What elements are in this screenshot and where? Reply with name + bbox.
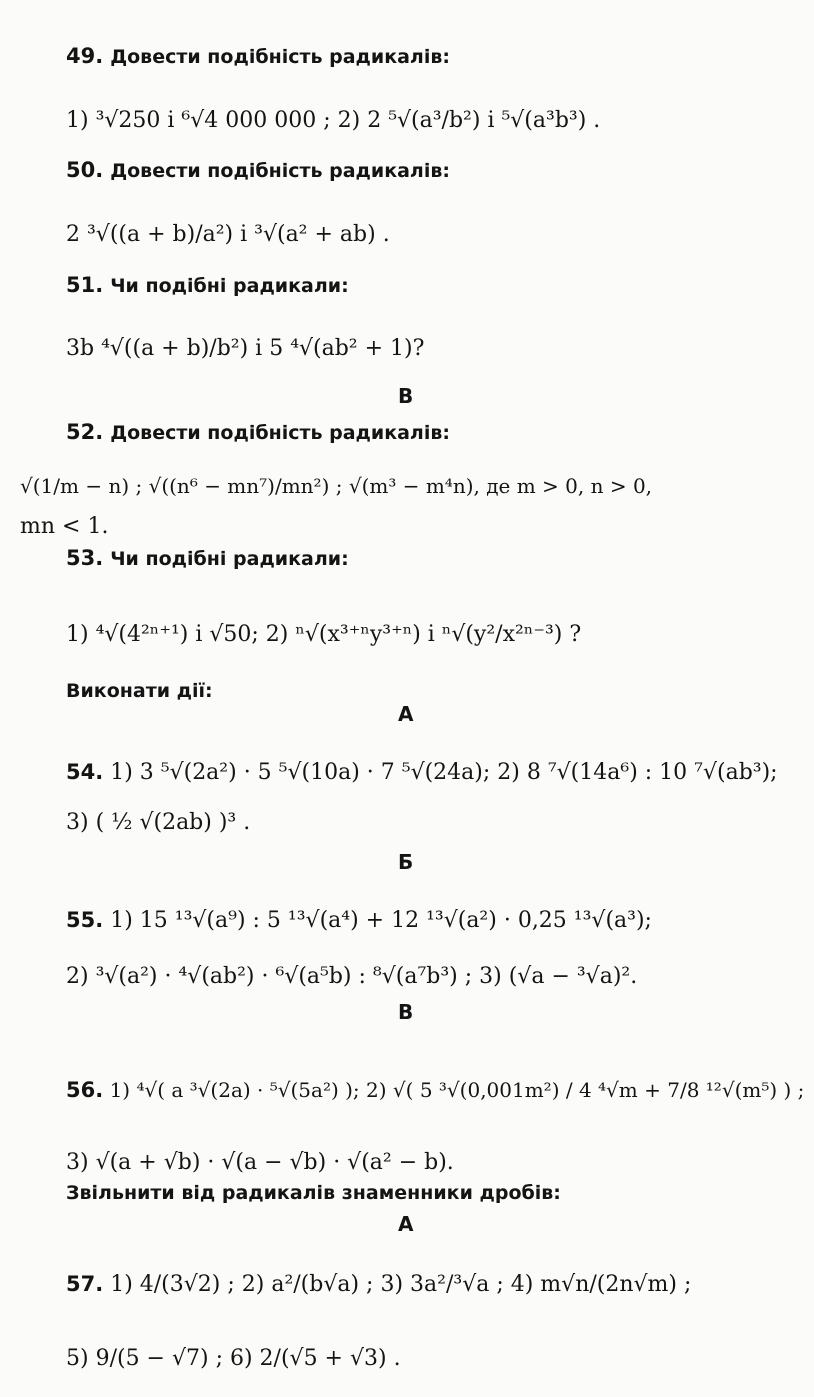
problem-54-line-1: [66, 760, 778, 785]
problem-57-content-2: 5) 9/(5 − √7) ; 6) 2/(√5 + √3) .: [66, 1346, 401, 1371]
problem-52-heading-line: [66, 420, 450, 445]
problem-number: 57.: [66, 1272, 104, 1296]
problem-number: 53.: [66, 546, 104, 570]
problem-heading: Чи подібні радикали:: [110, 275, 349, 297]
problem-49-heading-line: [66, 44, 450, 69]
problem-heading: Довести подібність радикалів:: [110, 422, 450, 444]
problem-55-content: 1) 15 ¹³√(a⁹) : 5 ¹³√(a⁴) + 12 ¹³√(a²) · 0,25 ¹³√(a³);: [110, 908, 652, 933]
problem-55-content-2: 2) ³√(a²) · ⁴√(ab²) · ⁶√(a⁵b) : ⁸√(a⁷b³) ; 3) (√a − ³√a)².: [66, 964, 638, 989]
section-letter-a-2: А: [398, 1212, 414, 1236]
section-letter-v: В: [398, 384, 414, 408]
problem-54-content-2: 3) ( ½ √(2ab) )³ .: [66, 810, 251, 835]
problem-51-heading-line: [66, 273, 349, 298]
problem-49-content: 1) ³√250 і ⁶√4 000 000 ; 2) 2 ⁵√(a³/b²) і ⁵√(a³b³) .: [66, 108, 601, 133]
section-letter-v-2: В: [398, 1000, 414, 1024]
problem-heading: Довести подібність радикалів:: [110, 160, 450, 182]
problem-number: 55.: [66, 908, 104, 932]
problem-54-content: 1) 3 ⁵√(2a²) · 5 ⁵√(10a) · 7 ⁵√(24a); 2) 8 ⁷√(14a⁶) : 10 ⁷√(ab³);: [110, 760, 778, 785]
problem-number: 56.: [66, 1078, 104, 1102]
problem-57-line-1: [66, 1272, 691, 1297]
problem-53-content: 1) ⁴√(4²ⁿ⁺¹) і √50; 2) ⁿ√(x³⁺ⁿy³⁺ⁿ) і ⁿ√(y²/x²ⁿ⁻³) ?: [66, 622, 582, 647]
section-letter-a: А: [398, 702, 414, 726]
problem-55-line-1: [66, 908, 652, 933]
rationalize-heading: Звільнити від радикалів знаменники дробів:: [66, 1182, 561, 1204]
problem-53-heading-line: [66, 546, 349, 571]
problem-56-line-1: [66, 1078, 804, 1102]
problem-number: 49.: [66, 44, 104, 68]
perform-operations-heading: Виконати дії:: [66, 680, 213, 702]
section-letter-b: Б: [398, 850, 414, 874]
problem-number: 54.: [66, 760, 104, 784]
problem-56-content-2: 3) √(a + √b) · √(a − √b) · √(a² − b).: [66, 1150, 454, 1175]
problem-51-content: 3b ⁴√((a + b)/b²) і 5 ⁴√(ab² + 1)?: [66, 336, 425, 361]
problem-52-content-cont: mn < 1.: [20, 514, 109, 539]
problem-57-content: 1) 4/(3√2) ; 2) a²/(b√a) ; 3) 3a²/³√a ; 4) m√n/(2n√m) ;: [110, 1272, 692, 1297]
problem-number: 51.: [66, 273, 104, 297]
problem-number: 50.: [66, 158, 104, 182]
problem-50-heading-line: [66, 158, 450, 183]
problem-50-content: 2 ³√((a + b)/a²) і ³√(a² + ab) .: [66, 222, 390, 247]
problem-heading: Чи подібні радикали:: [110, 548, 349, 570]
problem-number: 52.: [66, 420, 104, 444]
problem-heading: Довести подібність радикалів:: [110, 46, 450, 68]
problem-56-content: 1) ⁴√( a ³√(2a) · ⁵√(5a²) ); 2) √( 5 ³√(0,001m²) / 4 ⁴√m + 7/8 ¹²√(m⁵) ) ;: [109, 1078, 805, 1102]
problem-52-content: √(1/m − n) ; √((n⁶ − mn⁷)/mn²) ; √(m³ − m⁴n), де m > 0, n > 0,: [20, 474, 653, 498]
